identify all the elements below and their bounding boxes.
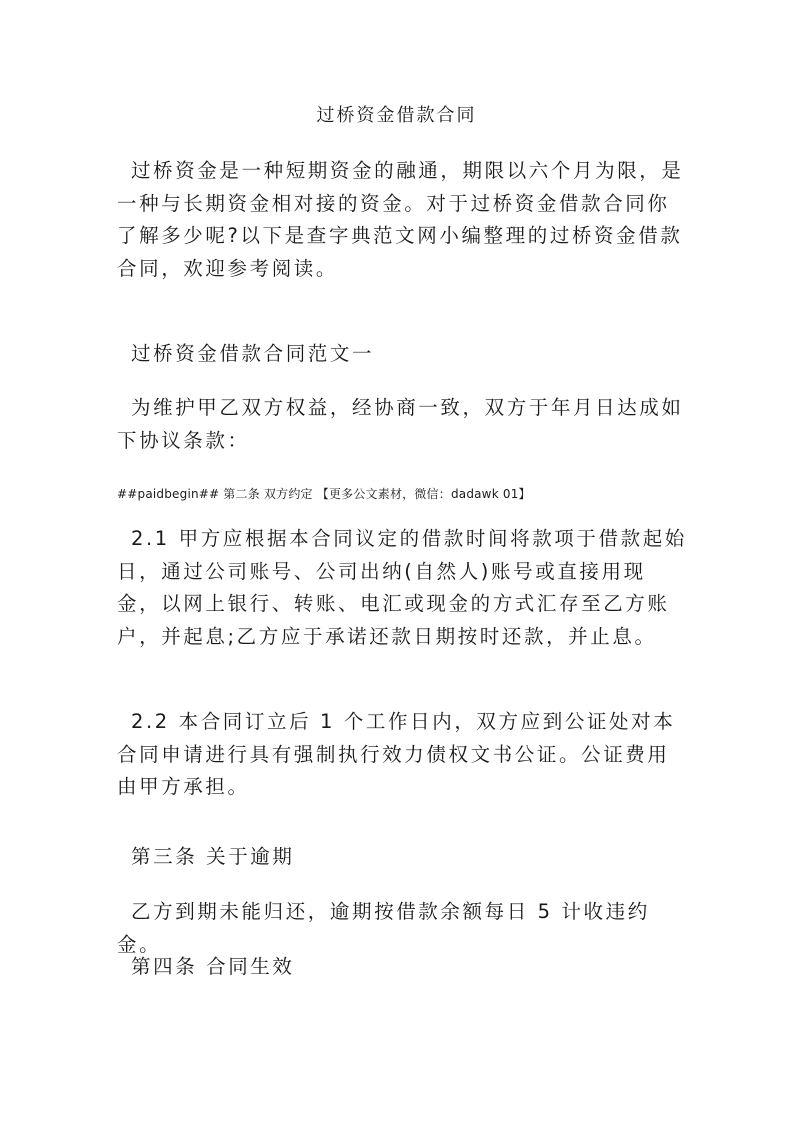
article-3-body: 乙方到期未能归还，逾期按借款余额每日 5 计收违约金。 [117, 900, 650, 956]
preamble-paragraph: 为维护甲乙双方权益，经协商一致，双方于年月日达成如下协议条款： [117, 396, 684, 452]
article-4-title: 第四条 合同生效 [131, 955, 295, 978]
clause-2-2: 2.2 本合同订立后 1 个工作日内，双方应到公证处对本合同申请进行具有强制执行效力债权文书公证。公证费用由甲方承担。 [117, 710, 676, 798]
clause-2-1: 2.1 甲方应根据本合同议定的借款时间将款项于借款起始日，通过公司账号、公司出纳(自然人)账号或直接用现金，以网上银行、转账、电汇或现金的方式汇存至乙方账户，并起息;乙方应于承诺还款日期按时还款，并止息。 [117, 527, 687, 648]
document-title: 过桥资金借款合同 [316, 105, 477, 126]
article-3-title: 第三条 关于逾期 [131, 845, 295, 868]
paid-marker-line: ##paidbegin## 第二条 双方约定 【更多公文素材，微信：dadawk 01】 [117, 487, 531, 501]
intro-paragraph: 过桥资金是一种短期资金的融通，期限以六个月为限，是一种与长期资金相对接的资金。对于过桥资金借款合同你了解多少呢?以下是查字典范文网小编整理的过桥资金借款合同，欢迎参考阅读。 [117, 159, 684, 280]
section-title: 过桥资金借款合同范文一 [131, 342, 375, 365]
